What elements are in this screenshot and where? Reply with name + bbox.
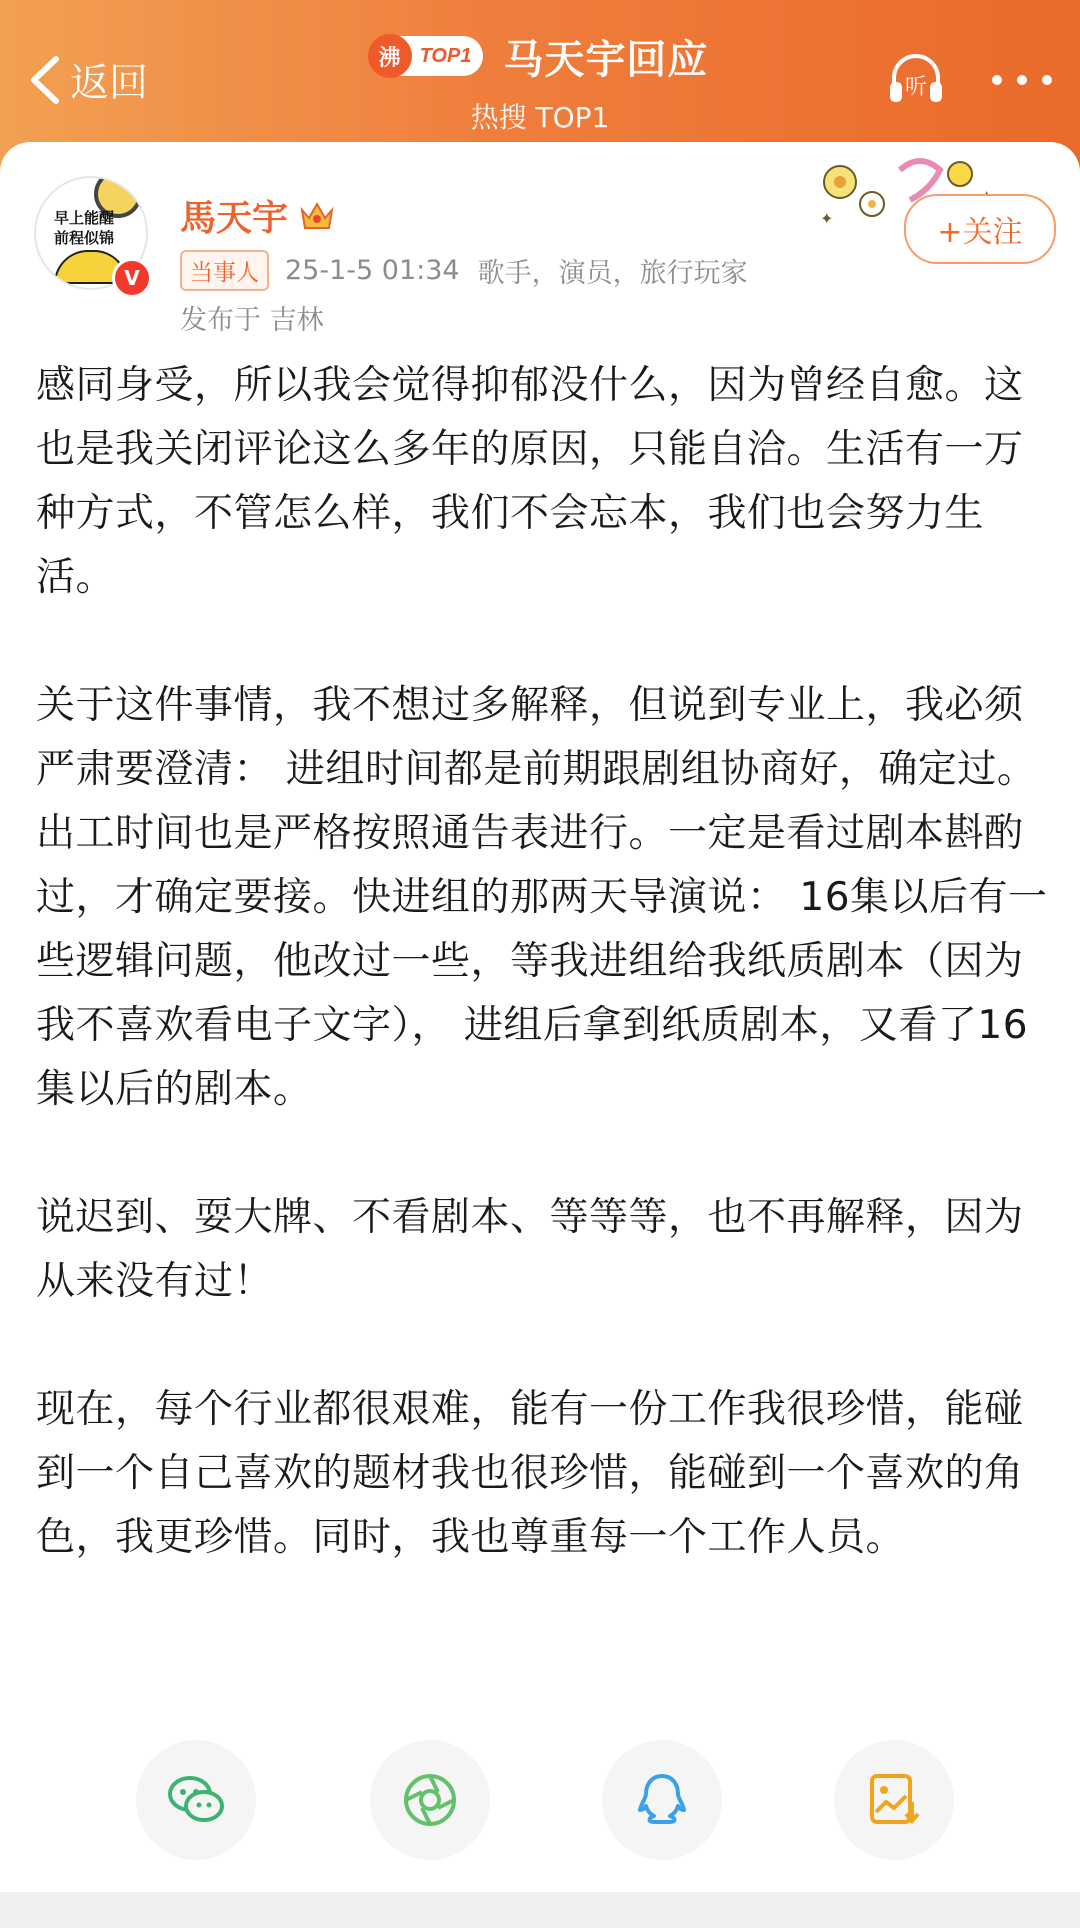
follow-button[interactable]: +关注 <box>904 194 1056 264</box>
author-bio: 歌手，演员，旅行玩家 <box>477 258 748 289</box>
more-options-button[interactable] <box>992 58 1052 102</box>
post-location: 发布于 吉林 <box>180 305 324 336</box>
moments-icon <box>398 1768 462 1832</box>
save-image-button[interactable] <box>834 1740 954 1860</box>
post-meta <box>180 250 748 291</box>
share-qq-button[interactable] <box>602 1740 722 1860</box>
back-label: 返回 <box>70 61 149 106</box>
more-dot-icon <box>1017 75 1027 85</box>
post-paragraph: 关于这件事情，我不想过多解释，但说到专业上，我必须严肃要澄清： 进组时间都是前期跟剧组协商好，确定过。出工时间也是严格按照通告表进行。一定是看过剧本斟酌过，才确定要接。快进组的那两天导演说： 16集以后有一些逻辑问题，他改过一些，等我进组给我纸质剧本（因为我不喜欢看电子文字）， 进组后拿到纸质剧本，又看了16集以后的剧本。 <box>36 683 1048 1112</box>
post-paragraph: 说迟到、耍大牌、不看剧本、等等等，也不再解释，因为从来没有过！ <box>36 1195 1024 1304</box>
bottom-divider <box>0 1892 1080 1928</box>
post-paragraph: 感同身受，所以我会觉得抑郁没什么，因为曾经自愈。这也是我关闭评论这么多年的原因，只能自洽。生活有一万种方式，不管怎么样，我们不会忘本，我们也会努力生活。 <box>36 363 1024 600</box>
role-tag: 当事人 <box>180 250 269 291</box>
author-name-row[interactable] <box>180 190 336 241</box>
page-subtitle: 热搜 TOP1 <box>470 101 610 134</box>
qq-icon <box>630 1768 694 1832</box>
post-paragraph: 现在，每个行业都很艰难，能有一份工作我很珍惜，能碰到一个自己喜欢的题材我也很珍惜，能碰到一个喜欢的角色，我更珍惜。同时，我也尊重每一个工作人员。 <box>36 1387 1024 1560</box>
crown-icon <box>298 198 336 234</box>
more-dot-icon <box>1042 75 1052 85</box>
svg-text:✦: ✦ <box>820 209 834 228</box>
listen-label: 听 <box>904 75 928 100</box>
headphones-icon <box>884 48 948 112</box>
share-bar <box>0 1740 1080 1870</box>
post-card <box>0 142 1080 1892</box>
hot-rank-label: TOP1 <box>419 44 472 67</box>
author-name[interactable]: 馬天宇 <box>180 198 289 239</box>
listen-button[interactable] <box>884 48 948 112</box>
more-dot-icon <box>992 75 1002 85</box>
avatar-text: 早上能醒 前程似锦 <box>53 209 114 247</box>
post-body <box>36 354 1048 1634</box>
hot-search-badge <box>372 36 484 76</box>
post-time: 25-1-5 01:34 <box>285 255 460 286</box>
page-title: 马天宇回应 <box>503 36 709 83</box>
share-wechat-button[interactable] <box>136 1740 256 1860</box>
save-image-icon <box>862 1768 926 1832</box>
hot-fire-icon: 沸 <box>368 34 412 78</box>
share-moments-button[interactable] <box>370 1740 490 1860</box>
verified-badge-icon: V <box>112 258 152 298</box>
wechat-icon <box>164 1768 228 1832</box>
